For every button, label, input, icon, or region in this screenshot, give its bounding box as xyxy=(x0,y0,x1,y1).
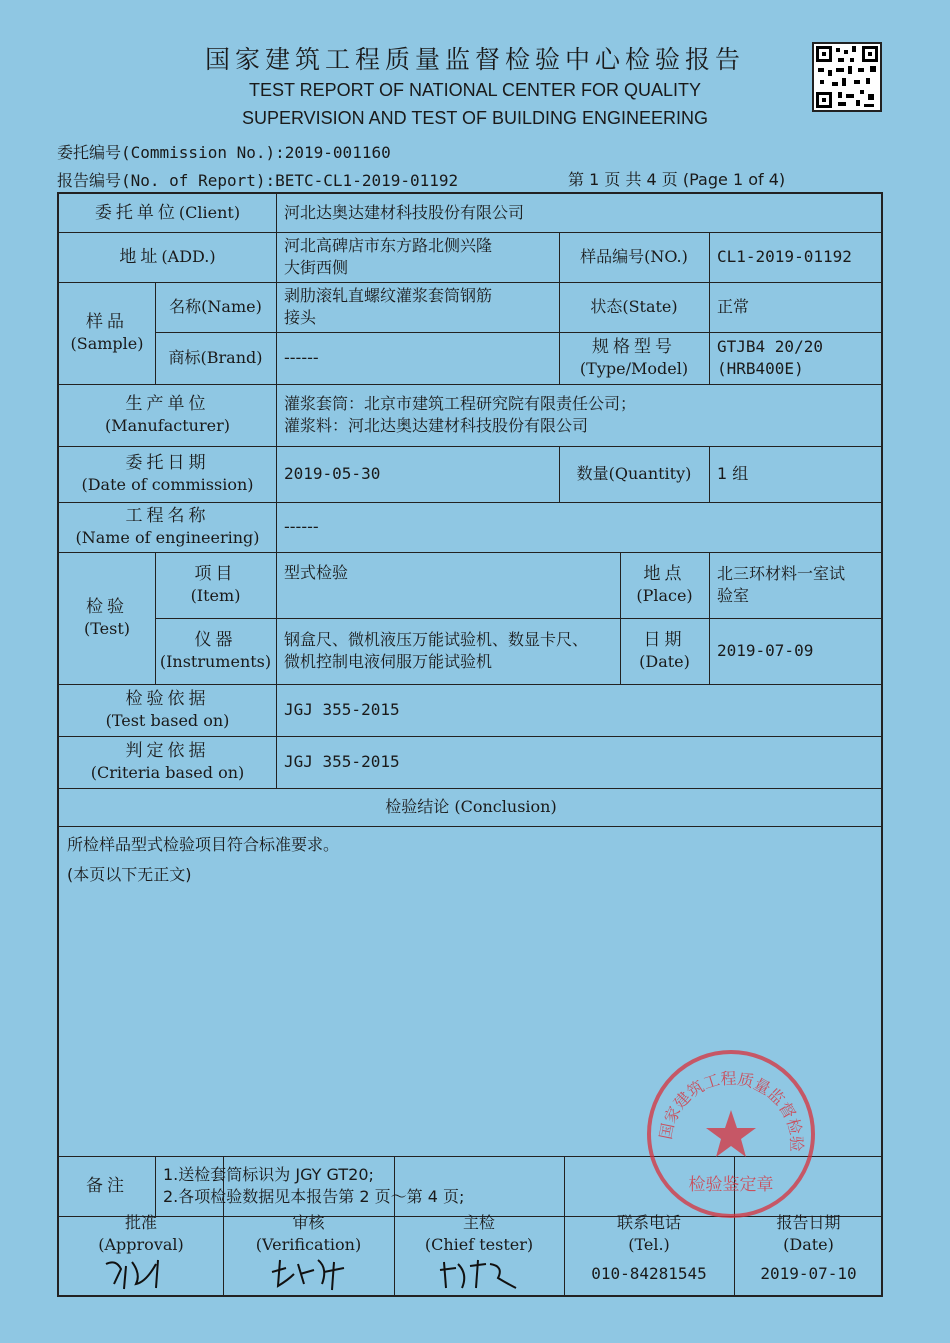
engineering-value: ------ xyxy=(284,517,319,536)
sample-no-label: 样品编号(NO.) xyxy=(580,247,688,266)
address-value: 河北高碑店市东方路北侧兴隆 大街西侧 xyxy=(284,236,493,277)
conclusion-text: 所检样品型式检验项目符合标准要求。 xyxy=(67,835,340,854)
approval-label: 批准 (Approval) xyxy=(98,1213,184,1254)
brand-value: ------ xyxy=(284,348,319,367)
qr-code-icon xyxy=(812,42,882,112)
report-number: 报告编号(No. of Report):BETC-CL1-2019-01192 xyxy=(57,171,459,190)
brand-label: 商标(Brand) xyxy=(168,348,263,367)
commission-date-value: 2019-05-30 xyxy=(284,464,381,483)
chief-tester-label: 主检 (Chief tester) xyxy=(424,1213,534,1254)
test-basis-value: JGJ 355-2015 xyxy=(284,700,400,719)
remarks-value: 1.送检套筒标识为 JGY GT20; 2.各项检验数据见本报告第 2 页～第 4 页; xyxy=(163,1165,465,1206)
commission-date-label: 委托日期 (Date of commission) xyxy=(81,453,254,494)
chief-tester-signature xyxy=(394,1252,564,1296)
verification-signature xyxy=(223,1252,394,1296)
conclusion-header: 检验结论 (Conclusion) xyxy=(385,797,557,816)
engineering-label: 工程名称 (Name of engineering) xyxy=(75,506,260,547)
report-title-en-line1: TEST REPORT OF NATIONAL CENTER FOR QUALITY xyxy=(248,80,702,100)
client-label: 委托单位 (Client) xyxy=(94,203,241,223)
test-label: 检验 (Test) xyxy=(83,597,131,638)
state-label: 状态(State) xyxy=(590,297,678,316)
test-basis-label: 检验依据 (Test based on) xyxy=(105,689,230,730)
state-value: 正常 xyxy=(717,297,750,316)
test-instruments-label: 仪器 (Instruments) xyxy=(159,630,272,671)
model-label: 规格型号 (Type/Model) xyxy=(579,337,689,378)
sample-name-label: 名称(Name) xyxy=(169,297,262,316)
tel-value: 010-84281545 xyxy=(591,1264,707,1283)
test-place-label: 地点 (Place) xyxy=(636,564,693,605)
model-value: GTJB4 20/20 (HRB400E) xyxy=(717,337,823,378)
report-title-en-line2: SUPERVISION AND TEST OF BUILDING ENGINEERING xyxy=(241,108,709,128)
test-date-label: 日期 (Date) xyxy=(639,630,690,671)
report-title-cn: 国家建筑工程质量监督检验中心检验报告 xyxy=(204,45,745,74)
quantity-label: 数量(Quantity) xyxy=(576,464,692,483)
svg-text:国家建筑工程质量监督检验中心: 国家建筑工程质量监督检验 xyxy=(655,1068,807,1152)
sample-name-value: 剥肋滚轧直螺纹灌浆套筒钢筋 接头 xyxy=(284,286,493,327)
client-value: 河北达奥达建材科技股份有限公司 xyxy=(284,203,525,222)
criteria-label: 判定依据 (Criteria based on) xyxy=(90,741,245,782)
manufacturer-label: 生产单位 (Manufacturer) xyxy=(105,394,230,435)
sample-label: 样品 (Sample) xyxy=(70,312,144,353)
quantity-value: 1 组 xyxy=(717,464,749,483)
verification-label: 审核 (Verification) xyxy=(255,1213,362,1254)
address-label: 地址 (ADD.) xyxy=(119,247,216,267)
test-place-value: 北三环材料一室试 验室 xyxy=(717,564,846,605)
report-date-value: 2019-07-10 xyxy=(760,1264,857,1283)
test-item-value: 型式检验 xyxy=(284,563,349,582)
report-date-label: 报告日期 (Date) xyxy=(776,1213,841,1254)
criteria-value: JGJ 355-2015 xyxy=(284,752,400,771)
manufacturer-value: 灌浆套筒：北京市建筑工程研究院有限责任公司； 灌浆料：河北达奥达建材科技股份有限公司 xyxy=(284,394,637,435)
sample-no-value: CL1-2019-01192 xyxy=(717,247,852,266)
tel-label: 联系电话 (Tel.) xyxy=(616,1213,681,1254)
svg-text:检验鉴定章: 检验鉴定章 xyxy=(688,1175,774,1195)
page-info: 第 1 页 共 4 页 (Page 1 of 4) xyxy=(568,170,786,189)
commission-number: 委托编号(Commission No.):2019-001160 xyxy=(57,143,391,162)
test-date-value: 2019-07-09 xyxy=(717,641,814,660)
approval-signature xyxy=(59,1252,223,1296)
conclusion-note: (本页以下无正文) xyxy=(67,865,192,884)
remarks-label: 备注 xyxy=(86,1176,128,1196)
test-item-label: 项目 (Item) xyxy=(190,564,241,605)
test-instruments-value: 钢盒尺、微机液压万能试验机、数显卡尺、 微机控制电液伺服万能试验机 xyxy=(284,630,589,671)
official-seal-stamp xyxy=(645,1048,817,1220)
